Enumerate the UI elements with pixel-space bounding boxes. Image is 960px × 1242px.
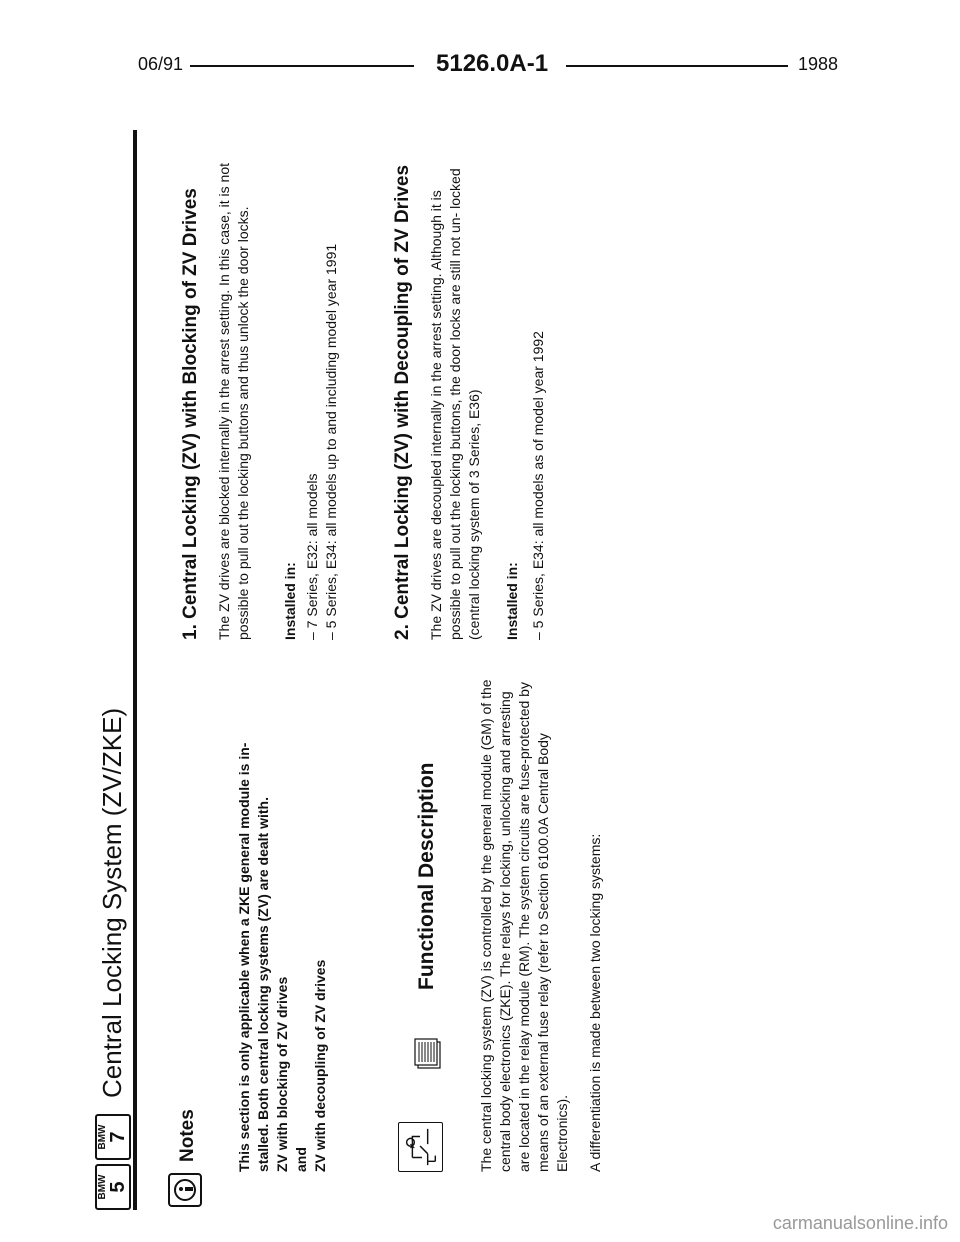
notes-line: ZV with blocking of ZV drives [274,976,290,1172]
circuit-diagram-icon [398,1122,443,1172]
watermark-footer: carmanualsonline.info [772,1213,948,1233]
header-date: 06/91 [138,54,184,74]
badge-make: BMW [97,1124,108,1150]
functional-paragraph: A differentiation is made between two locking systems: [587,833,603,1172]
header-rule-right [566,65,788,67]
section-1-text: The ZV drives are blocked internally in the arrest setting. In this case, it is not possible to pull out the locking buttons and thus unlock the door locks. [216,163,251,640]
badge-series: 5 [107,1181,129,1193]
model-badge-5 [95,1164,131,1210]
notes-line: ZV with decoupling of ZV drives [312,959,328,1172]
notes-line: stalled. Both central locking systems (ZV) are dealt with. [255,797,271,1172]
page-header [0,48,960,88]
functional-description-body [477,672,619,1172]
header-rule-left [190,65,414,67]
section-2-installed [503,160,522,640]
model-badge-7 [95,1114,131,1160]
section-2-body [427,160,484,640]
section-1-list [303,160,341,640]
title-rule [133,130,137,1210]
section-2 [393,160,412,640]
section-2-heading: 2. Central Locking (ZV) with Decoupling of ZV Drives [392,164,413,640]
notes-heading: Notes [177,1109,198,1162]
section-1-body [215,160,253,640]
section-2-list [529,160,548,640]
list-item: – 5 Series, E34: all models up to and including model year 1991 [323,243,339,640]
badge-series: 7 [107,1131,129,1143]
page-title: Central Locking System (ZV/ZKE) [97,707,127,1098]
installed-label: Installed in: [504,562,520,640]
info-icon [168,1173,202,1207]
section-1-heading: 1. Central Locking (ZV) with Blocking of ZV Drives [180,188,201,640]
section-1 [181,160,200,640]
rotated-page-body [95,130,895,1210]
header-year: 1988 [798,54,839,74]
installed-label: Installed in: [282,562,298,640]
badge-make: BMW [97,1174,108,1200]
header-section-code: 5126.0A-1 [436,50,549,77]
functional-description-heading: Functional Description [415,762,438,990]
list-item: – 5 Series, E34: all models as of model year 1992 [530,331,546,640]
functional-paragraph: The central locking system (ZV) is controlled by the general module (GM) of the central body electronics (ZKE). The relays for locking, unlocking and arresting are located in the relay module (RM). The system circuits are fuse-protected by means of an external fuse relay (refer to Section 6100.0A Central Body Electronics). [478,679,570,1172]
notes-line: This section is only applicable when a ZKE general module is in- [236,742,252,1172]
model-badges [95,1114,131,1210]
list-item: – 7 Series, E32: all models [304,473,320,640]
notes-line: and [293,1147,309,1172]
section-2-text: The ZV drives are decoupled internally in the arrest setting. Although it is possible to pull out the locking buttons, the door locks are still not un- locked (central locking system of 3 Series, E36) [428,168,482,640]
section-1-installed [281,160,300,640]
notes-text [235,672,330,1172]
module-stack-icon [412,1036,444,1070]
